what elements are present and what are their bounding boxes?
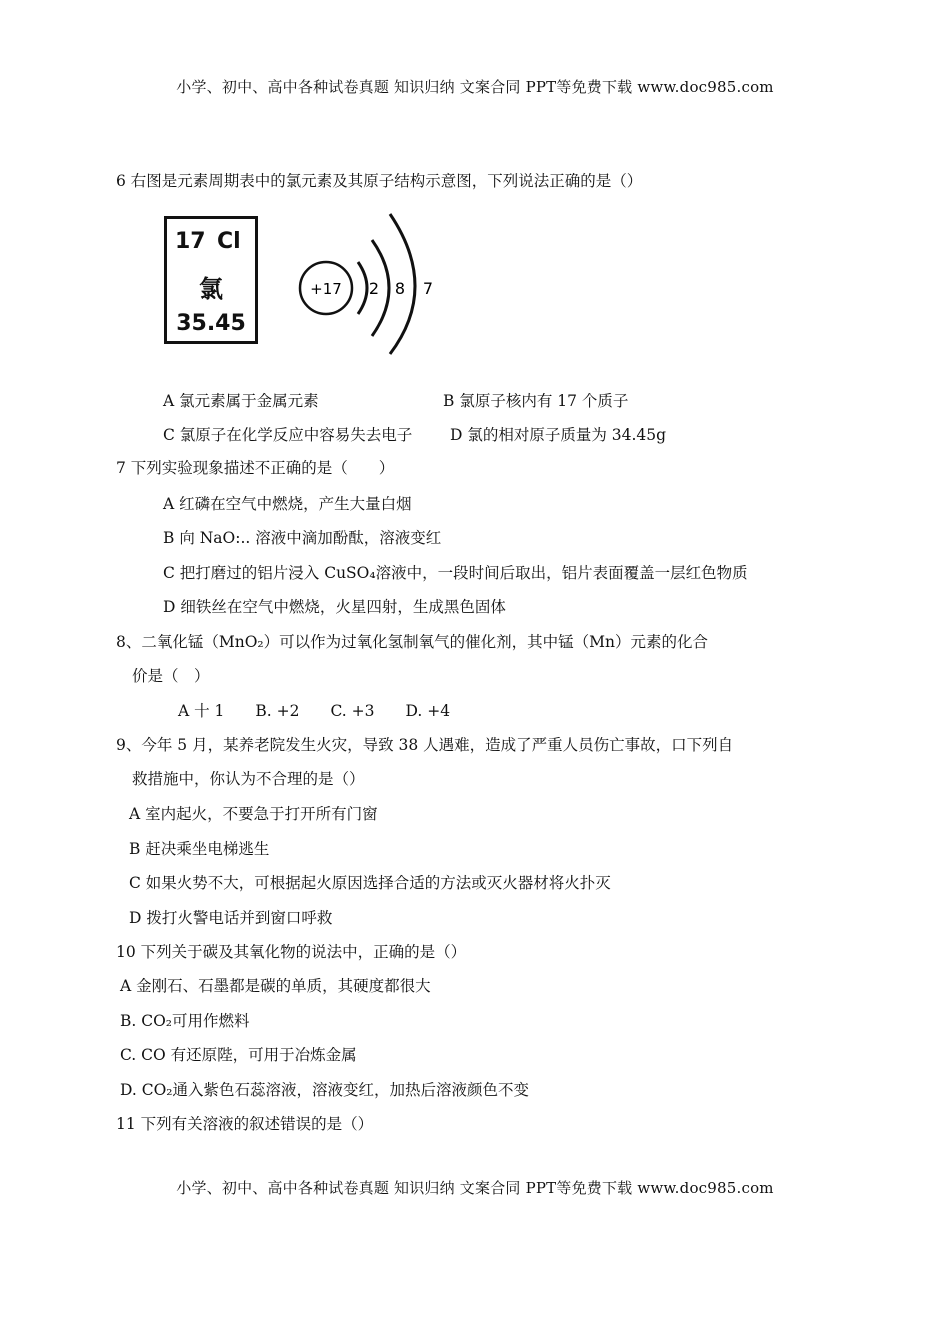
q10-option-a: A 金刚石、石墨都是碳的单质，其硬度都很大 [120, 977, 431, 995]
q6-option-b: B 氯原子核内有 17 个质子 [443, 392, 629, 410]
q7-option-a: A 红磷在空气中燃烧，产生大量白烟 [163, 495, 412, 513]
atomic-mass: 35.45 [176, 311, 246, 336]
q9-option-c: C 如果火势不大，可根据起火原因选择合适的方法或灭火器材将火扑灭 [129, 874, 611, 892]
q9-stem-line1: 9、今年 5 月，某养老院发生火灾，导致 38 人遇难，造成了严重人员伤亡事故，口下列自 [116, 736, 734, 754]
q7-option-c: C 把打磨过的铝片浸入 CuSO₄溶液中，一段时间后取出，铝片表面覆盖一层红色物质 [163, 564, 748, 582]
q6-stem: 6 右图是元素周期表中的氯元素及其原子结构示意图，下列说法正确的是（） [116, 172, 643, 190]
electron-shell-1 [358, 262, 367, 314]
nucleus-charge: +17 [310, 280, 342, 298]
shell-count-2: 8 [394, 279, 406, 298]
q10-option-d: D. CO₂通入紫色石蕊溶液，溶液变红，加热后溶液颜色不变 [120, 1081, 530, 1099]
q9-option-a: A 室内起火，不要急于打开所有门窗 [129, 805, 378, 823]
q6-option-d: D 氯的相对原子质量为 34.45g [450, 426, 667, 444]
q7-option-d: D 细铁丝在空气中燃烧，火星四射，生成黑色固体 [163, 598, 506, 616]
element-name: 氯 [199, 275, 223, 303]
atomic-structure-diagram [294, 206, 444, 356]
q10-option-b: B. CO₂可用作燃料 [120, 1012, 250, 1030]
shell-count-3: 7 [422, 279, 434, 298]
atomic-number: 17 [175, 229, 206, 254]
q7-stem: 7 下列实验现象描述不正确的是（ ） [116, 459, 395, 477]
element-symbol: Cl [217, 229, 241, 254]
page-header: 小学、初中、高中各种试卷真题 知识归纳 文案合同 PPT等免费下载 www.doc985.com [176, 78, 774, 96]
q8-options: A 十 1 B. +2 C. +3 D. +4 [178, 702, 451, 720]
q9-option-d: D 拨打火警电话并到窗口呼救 [129, 909, 333, 927]
q10-stem: 10 下列关于碳及其氧化物的说法中，正确的是（） [116, 943, 467, 961]
q11-stem: 11 下列有关溶液的叙述错误的是（） [116, 1115, 374, 1133]
shell-count-1: 2 [368, 279, 380, 298]
q8-stem-line2: 价是（ ） [132, 667, 210, 685]
periodic-table-cell [164, 216, 258, 344]
q6-option-c: C 氯原子在化学反应中容易失去电子 [163, 426, 413, 444]
q9-option-b: B 赶决乘坐电梯逃生 [129, 840, 270, 858]
q9-stem-line2: 救措施中，你认为不合理的是（） [132, 770, 365, 788]
q6-option-a: A 氯元素属于金属元素 [163, 392, 319, 410]
page-footer: 小学、初中、高中各种试卷真题 知识归纳 文案合同 PPT等免费下载 www.doc985.com [176, 1179, 774, 1197]
q10-option-c: C. CO 有还原陛，可用于冶炼金属 [120, 1046, 357, 1064]
q8-stem-line1: 8、二氧化锰（MnO₂）可以作为过氧化氢制氧气的催化剂，其中锰（Mn）元素的化合 [116, 633, 708, 651]
q7-option-b: B 向 NaO:.. 溶液中滴加酚酞，溶液变红 [163, 529, 442, 547]
